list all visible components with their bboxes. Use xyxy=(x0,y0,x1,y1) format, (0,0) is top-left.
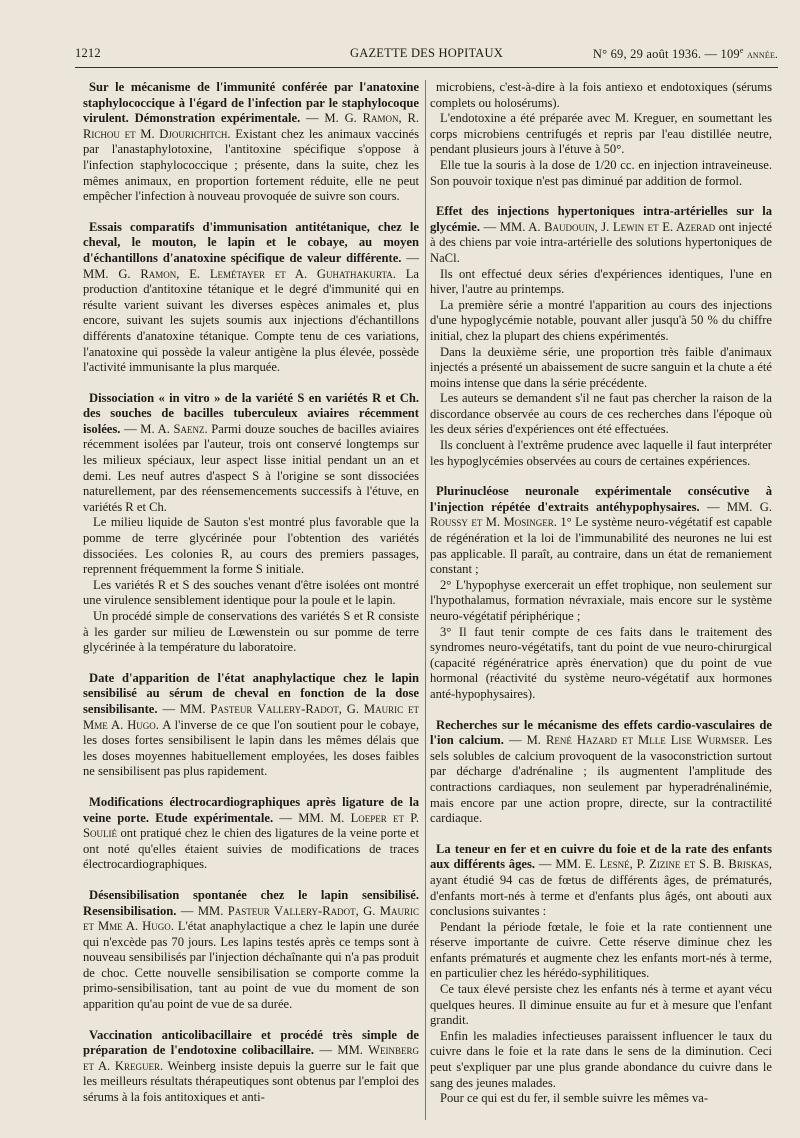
article-title: Désensibilisation spontanée chez le lapin sensibilisé. Resensibilisation. xyxy=(83,887,419,918)
article-paragraph xyxy=(83,391,419,516)
article-authors: — M. G. Ramon, R. Richou et M. Djourichitch. xyxy=(83,111,419,141)
paragraph-text: Dans la deuxième série, une proportion très faible d'animaux injectés a présenté un abaissement de sucre sanguin et la chute a été moins intense que dans la série précédente. xyxy=(430,344,772,390)
article-paragraph xyxy=(430,158,772,189)
journal-title: GAZETTE DES HOPITAUX xyxy=(350,46,503,60)
article-paragraph xyxy=(83,80,419,205)
article-paragraph xyxy=(430,204,772,266)
article-paragraph xyxy=(430,345,772,392)
article-paragraph xyxy=(430,718,772,827)
paragraph-text: L'état anaphylactique a chez le lapin une durée qui n'excède pas 70 jours. Les lapins testés après ce temps sont à nouveau sensibilisés par l'injection déchaînante qui n'a pas produit de choc. Cette nouvelle sensibilisation se comporte comme la primo-sensibilisation, tant au point de vue du moment de son apparition qu'au point de vue de sa durée. xyxy=(83,919,420,1012)
paragraph-text: Pour ce qui est du fer, il semble suivre les mêmes va- xyxy=(440,1091,709,1106)
paragraph-text: Parmi douze souches de bacilles aviaires récemment isolées par l'auteur, trois ont conservé longtemps sur les milieux spéciaux, leur aspect lisse initial pendant un an et demi. Les neuf autres d'aspect S à l'origine se sont dissociées naturellement, par des réensemencements successifs à l'étuve, en variétés R et Ch. xyxy=(83,421,419,514)
article xyxy=(83,795,419,873)
article-title: Dissociation « in vitro » de la variété S en variétés R et Ch. des souches de bacilles tuberculeux aviaires récemment isolées. xyxy=(83,390,419,436)
paragraph-text: Le milieu liquide de Sauton s'est montré plus favorable que la pomme de terre glycérinée pour l'obtention des variétés dissociées. Les colonies R, au cours des premiers passages, reprennent fréquemment la forme S initiale. xyxy=(83,515,419,577)
article xyxy=(83,80,419,205)
paragraph-text: Les variétés R et S des souches venant d'être isolées ont montré une virulence sensiblement identique pour la poule et le lapin. xyxy=(83,577,419,608)
article-paragraph xyxy=(430,625,772,703)
article-authors: — MM. G. Roussy et M. Mosinger. xyxy=(430,499,772,530)
article-title: Modifications électrocardiographiques après ligature de la veine porte. Etude expérimentale. xyxy=(83,794,419,825)
article-authors: — MM. Pasteur Vallery-Radot, G. Mauric et Mme A. Hugo. xyxy=(83,701,420,732)
article-paragraph xyxy=(430,298,772,345)
article-paragraph xyxy=(430,438,772,469)
article-title: Recherches sur le mécanisme des effets cardio-vasculaires de l'ion calcium. xyxy=(430,717,772,748)
article-paragraph xyxy=(430,920,772,982)
article-title: Sur le mécanisme de l'immunité conférée par l'anatoxine staphylococcique à l'égard de l'infection par le staphylocoque virulent. Démonstration expérimentale. xyxy=(83,80,419,126)
article-paragraph xyxy=(83,671,419,780)
paragraph-text: Les sels solubles de calcium provoquent de la vasoconstriction surtout par décharge d'adrénaline ; ils augmentent l'amplitude des contractions cardiaques, non seulement par hyperadrénalinémie, mais encore par une action propre, directe, sur la contractilité cardiaque. xyxy=(430,733,772,826)
article-authors: — MM. Weinberg et A. Kreguer. xyxy=(83,1043,419,1073)
article-paragraph xyxy=(430,484,772,578)
paragraph-text: ont injecté à des chiens par voie intra-artérielle des solutions hypertoniques de NaCl. xyxy=(430,219,772,265)
paragraph-text: 3° Il faut tenir compte de ces faits dans le traitement des syndromes neuro-végétatifs, tant du point de vue neuro-chirurgical (capacité régénératrice après énervation) que du point de vue hormonal (réactivité du système neuro-végétatif aux hormones anté-hypophysaires). xyxy=(430,624,772,701)
article-paragraph xyxy=(83,888,419,1013)
article xyxy=(83,888,419,1013)
article xyxy=(430,842,772,1107)
article-paragraph xyxy=(83,795,419,873)
page-number: 1212 xyxy=(75,46,101,60)
paragraph-text: microbiens, c'est-à-dire à la fois antiexo et endotoxiques (sérums complets ou holosérums). xyxy=(430,80,772,110)
paragraph-text: Les auteurs se demandent s'il ne faut pas chercher la raison de la discordance observée au cours de ces recherches dans l'époque où les deux séries d'expériences ont été effectuées. xyxy=(430,391,772,437)
paragraph-text: ont pratiqué chez le chien des ligatures de la veine porte et ont noté qu'elles étaient suivies de modifications de traces électrocardiographiques. xyxy=(83,826,420,872)
article xyxy=(83,1028,419,1106)
article-paragraph xyxy=(430,80,772,111)
paragraph-text: Ils concluent à l'extrême prudence avec laquelle il faut interpréter les hypoglycémies observées au cours de certaines expériences. xyxy=(430,438,772,468)
article xyxy=(430,484,772,702)
page-header xyxy=(75,46,778,64)
article-paragraph xyxy=(430,982,772,1029)
article-paragraph xyxy=(83,578,419,609)
article-paragraph xyxy=(430,1029,772,1091)
article xyxy=(430,718,772,827)
column-divider xyxy=(425,80,426,1120)
article-title: Essais comparatifs d'immunisation antitétanique, chez le cheval, le mouton, le lapin et le cobaye, au moyen d'échantillons d'anatoxine spécifique de valeur différente. xyxy=(83,219,419,265)
issue-date: N° 69, 29 août 1936. — 109e année. xyxy=(592,46,778,62)
article-paragraph xyxy=(83,1028,419,1106)
paragraph-text: Enfin les maladies infectieuses paraissent influencer le taux du cuivre dans le foie et la rate dans le sens de la diminution. Ceci peut s'expliquer par une plus grande abondance du cuivre dans le sang des jeunes malades. xyxy=(430,1028,772,1090)
article xyxy=(430,204,772,469)
article-title: Plurinucléose neuronale expérimentale consécutive à l'injection répétée d'extraits antéhypophysaires. xyxy=(430,484,772,514)
article-authors: — M. René Hazard et Mlle Lise Wurmser. xyxy=(508,733,749,748)
article-authors: — M. A. Saenz. xyxy=(124,421,208,436)
article-authors: — MM. M. Loeper et P. Soulié xyxy=(83,810,419,841)
paragraph-text: A l'inverse de ce que l'on soutient pour le cobaye, les doses fortes sensibilisent le lapin dans les mêmes délais que les doses moyennes habituellement employées, les doses faibles ne sensibilisent pas plus rapidement. xyxy=(83,717,419,779)
paragraph-text: Un procédé simple de conservations des variétés S et R consiste à les garder sur milieu de Lœwenstein ou sur pomme de terre glycérinée à la température du laboratoire. xyxy=(83,609,419,655)
paragraph-text: ayant étudié 94 cas de fœtus de différents âges, de prématurés, d'enfants mort-nés à terme et d'enfants plus âgés, ont abouti aux conclusions suivantes : xyxy=(430,872,772,919)
article-paragraph xyxy=(430,842,772,920)
article xyxy=(430,80,772,189)
paragraph-text: Ce taux élevé persiste chez les enfants nés à terme et ayant vécu quelques heures. Il diminue ensuite au fur et à mesure que l'enfant grandit. xyxy=(430,982,772,1028)
article-paragraph xyxy=(83,609,419,656)
article-paragraph xyxy=(430,111,772,158)
paragraph-text: Existant chez les animaux vaccinés par l'anastaphylotoxine, l'antitoxine spécifique s'oppose à l'infection staphylococcique ; présente, dans la suite, chez les mêmes animaux, en proportion fortement réduite, elle ne peut empêcher l'infection à nouveau provoquée de suivre son cours. xyxy=(83,126,419,204)
header-rule xyxy=(75,67,778,68)
paragraph-text: Pendant la période fœtale, le foie et la rate contiennent une réserve importante de cuivre. Cette réserve diminue chez les enfants prématurés et augmente chez les enfants mort-nés à terme, en particulier chez les hérédo-syphilitiques. xyxy=(430,919,772,981)
article-title: Vaccination anticolibacillaire et procédé très simple de préparation de l'endotoxine colibacillaire. xyxy=(83,1027,419,1058)
paragraph-text: Ils ont effectué deux séries d'expériences identiques, l'une en hiver, l'autre au printemps. xyxy=(430,266,772,297)
paragraph-text: La production d'antitoxine tétanique et le degré d'immunité qui en résulte varient suivant les diverses espèces animales et, plus encore, suivant les sujets soumis aux injections d'échantillons différents d'anatoxine tétanique. Compte tenu de ces variations, l'anatoxine qui possède la valeur antigène la plus élevée, possède l'activité immunisante la plus marquée. xyxy=(83,266,419,375)
article-authors: — MM. Pasteur Vallery-Radot, G. Mauric et Mme A. Hugo. xyxy=(83,903,419,934)
article-paragraph xyxy=(430,578,772,625)
article xyxy=(83,220,419,376)
article-paragraph xyxy=(83,515,419,577)
article xyxy=(83,391,419,656)
right-column xyxy=(430,80,772,1122)
paragraph-text: La première série a montré l'apparition au cours des injections d'une hypoglycémie notable, pouvant aller jusqu'à 50 % du chiffre initial, chez la plupart des chiens expérimentés. xyxy=(430,297,772,343)
article-authors: — MM. A. Baudouin, J. Lewin et E. Azerad xyxy=(483,219,716,234)
article-title: Effet des injections hypertoniques intra-artérielles sur la glycémie. xyxy=(430,204,772,234)
article-title: Date d'apparition de l'état anaphylactique chez le lapin sensibilisé au sérum de cheval en fonction de la dose sensibilisante. xyxy=(83,670,419,716)
paragraph-text: 2° L'hypophyse exercerait un effet trophique, non seulement sur l'hypothalamus, formation névraxiale, mais encore sur le système neuro-végétatif périphérique ; xyxy=(430,577,772,623)
article-authors: — MM. G. Ramon, E. Lemétayer et A. Guhathakurta. xyxy=(83,250,419,281)
paragraph-text: L'endotoxine a été préparée avec M. Kreguer, en soumettant les corps microbiens centrifugés et repris par l'eau distillée neutre, pendant plusieurs jours à l'étuve à 50°. xyxy=(430,111,772,157)
article-paragraph xyxy=(83,220,419,376)
article-authors: — MM. E. Lesné, P. Zizine et S. B. Briskas, xyxy=(538,857,772,872)
paragraph-text: Weinberg insiste depuis la guerre sur le fait que les meilleurs résultats thérapeutiques sont obtenus par l'emploi des sérums à la fois antitoxiques et anti- xyxy=(83,1058,419,1105)
article-paragraph xyxy=(430,391,772,438)
article-paragraph xyxy=(430,1091,772,1107)
article-paragraph xyxy=(430,267,772,298)
article xyxy=(83,671,419,780)
paragraph-text: 1° Le système neuro-végétatif est capable de régénération et la loi de l'immunabilité des neurones ne lui est pas applicable. Il paraît, au contraire, dans un état de remaniement constant ; xyxy=(430,515,773,577)
article-title: La teneur en fer et en cuivre du foie et de la rate des enfants aux différents âges. xyxy=(430,841,772,872)
paragraph-text: Elle tue la souris à la dose de 1/20 cc. en injection intraveineuse. Son pouvoir toxique n'est pas diminué par addition de formol. xyxy=(430,157,772,188)
left-column xyxy=(83,80,419,1121)
